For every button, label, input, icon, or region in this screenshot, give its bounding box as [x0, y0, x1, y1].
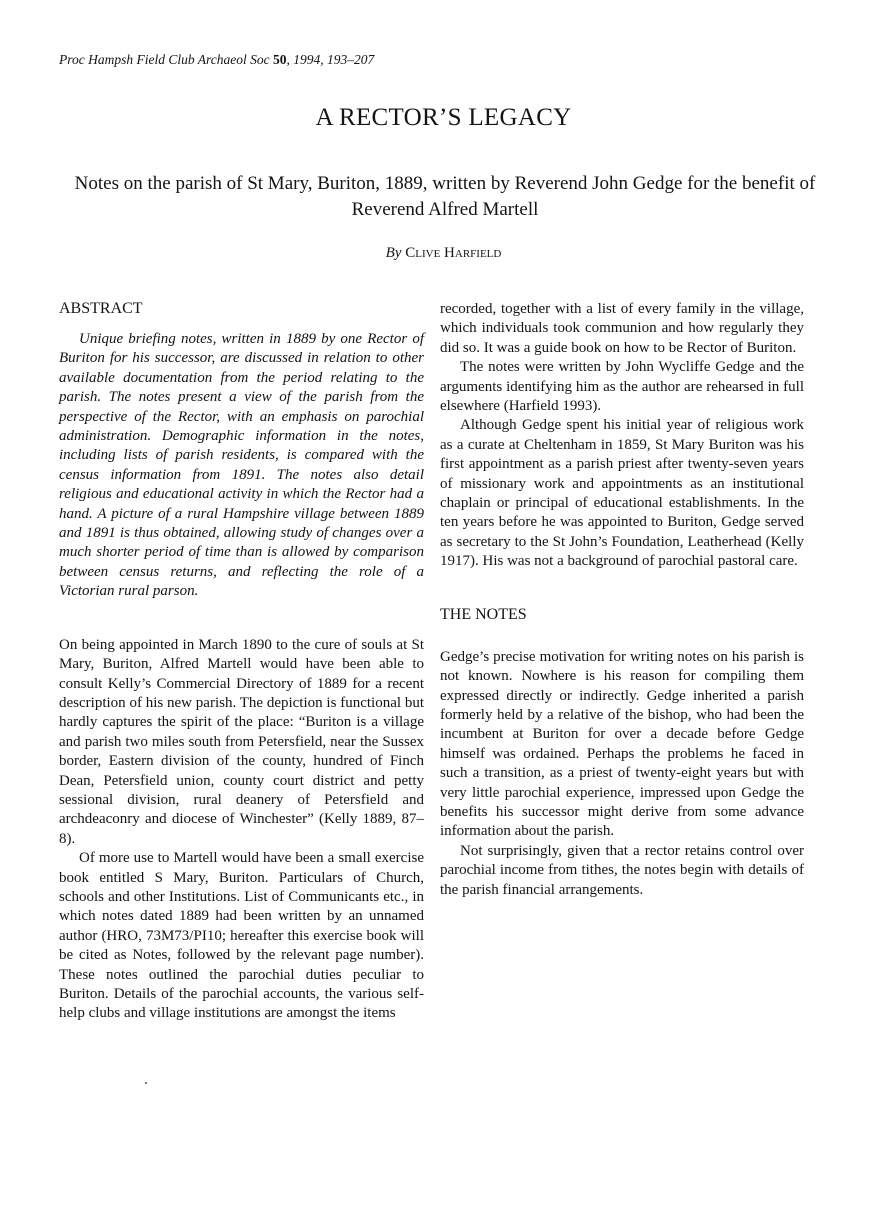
- body-paragraph: On being appointed in March 1890 to the cure of souls at St Mary, Buriton, Alfred Martell would have been able to consult Kelly’s Commercial Directory of 1889 for a recent description of his new parish. The depiction is functional but hardly captures the spirit of the place: “Buriton is a village and parish two miles south from Petersfield, near the Sussex border, Eastern division of the county, hundred of Finch Dean, Petersfield union, county court district and petty sessional division, rural deanery of Petersfield and archdeaconry and diocese of Winchester” (Kelly 1889, 87–8).: [59, 636, 424, 847]
- article-subtitle: Notes on the parish of St Mary, Buriton, 1889, written by Reverend John Gedge for the benefit of Reverend Alfred Martell: [74, 173, 816, 220]
- author-name: Clive Harfield: [405, 245, 502, 261]
- journal-name: Proc Hampsh Field Club Archaeol Soc: [59, 52, 270, 67]
- section-heading-notes: THE NOTES: [440, 605, 527, 623]
- byline-by: By: [385, 245, 402, 261]
- body-paragraph: Gedge’s precise motivation for writing notes on his parish is not known. Nowhere is his reason for compiling them expressed directly or indirectly. Gedge inherited a parish formerly held by a relative of the bishop, who had been the incumbent at Buriton for over a decade before Gedge himself was ordained. Perhaps the problems he faced in such a transition, as a priest of twenty-eight years but with very little parochial experience, impressed upon Gedge the benefits his successor might derive from some advance information about the parish.: [440, 648, 804, 840]
- abstract-text: Unique briefing notes, written in 1889 by one Rector of Buriton for his successor, are discussed in relation to other available documentation from the period relating to the parish. The notes present a view of the parish from the perspective of the Rector, with an emphasis on parochial administration. Demographic information in the notes, including lists of parish residents, is compared with the census information from 1891. The notes also detail religious and educational activity in which the Rector had a hand. A picture of a rural Hampshire village between 1889 and 1891 is thus obtained, allowing study of changes over a much shorter period of time than is allowed by comparison between census returns, and reflecting the role of a Victorian rural parson.: [59, 331, 424, 600]
- body-paragraph: Of more use to Martell would have been a small exercise book entitled S Mary, Buriton. Particulars of Church, schools and other Institutions. List of Communicants etc., in which notes dated 1889 had been written by an unnamed author (HRO, 73M73/PI10; hereafter this exercise book will be cited as Notes, followed by the relevant page number). These notes outlined the parochial duties peculiar to Buriton. Details of the parochial accounts, the various self-help clubs and village institutions are amongst the items: [59, 850, 424, 1022]
- byline: [0, 245, 887, 262]
- abstract-heading: ABSTRACT: [59, 300, 143, 317]
- running-header: [59, 52, 374, 68]
- body-paragraph: recorded, together with a list of every family in the village, which individuals took communion and how regularly they did so. It was a guide book on how to be Rector of Buriton.: [440, 301, 804, 356]
- left-column: [59, 300, 424, 1024]
- journal-pages: , 1994, 193–207: [286, 52, 375, 67]
- scan-speck: [145, 1082, 147, 1084]
- article-title: A RECTOR’S LEGACY: [315, 104, 572, 131]
- body-paragraph: Although Gedge spent his initial year of religious work as a curate at Cheltenham in 1859, St Mary Buriton was his first appointment as a parish priest after twenty-seven years of missionary work and appointments as an institutional chaplain or principal of educational establishments. In the ten years before he was appointed to Buriton, Gedge served as secretary to the St John’s Foundation, Leatherhead (Kelly 1917). His was not a background of parochial pastoral care.: [440, 417, 804, 570]
- right-column: [440, 300, 804, 900]
- body-paragraph: The notes were written by John Wycliffe Gedge and the arguments identifying him as the author are rehearsed in full elsewhere (Harfield 1993).: [440, 359, 804, 415]
- body-paragraph: Not surprisingly, given that a rector retains control over parochial income from tithes, the notes begin with details of the parish financial arrangements.: [440, 842, 804, 898]
- journal-volume: 50: [272, 52, 287, 67]
